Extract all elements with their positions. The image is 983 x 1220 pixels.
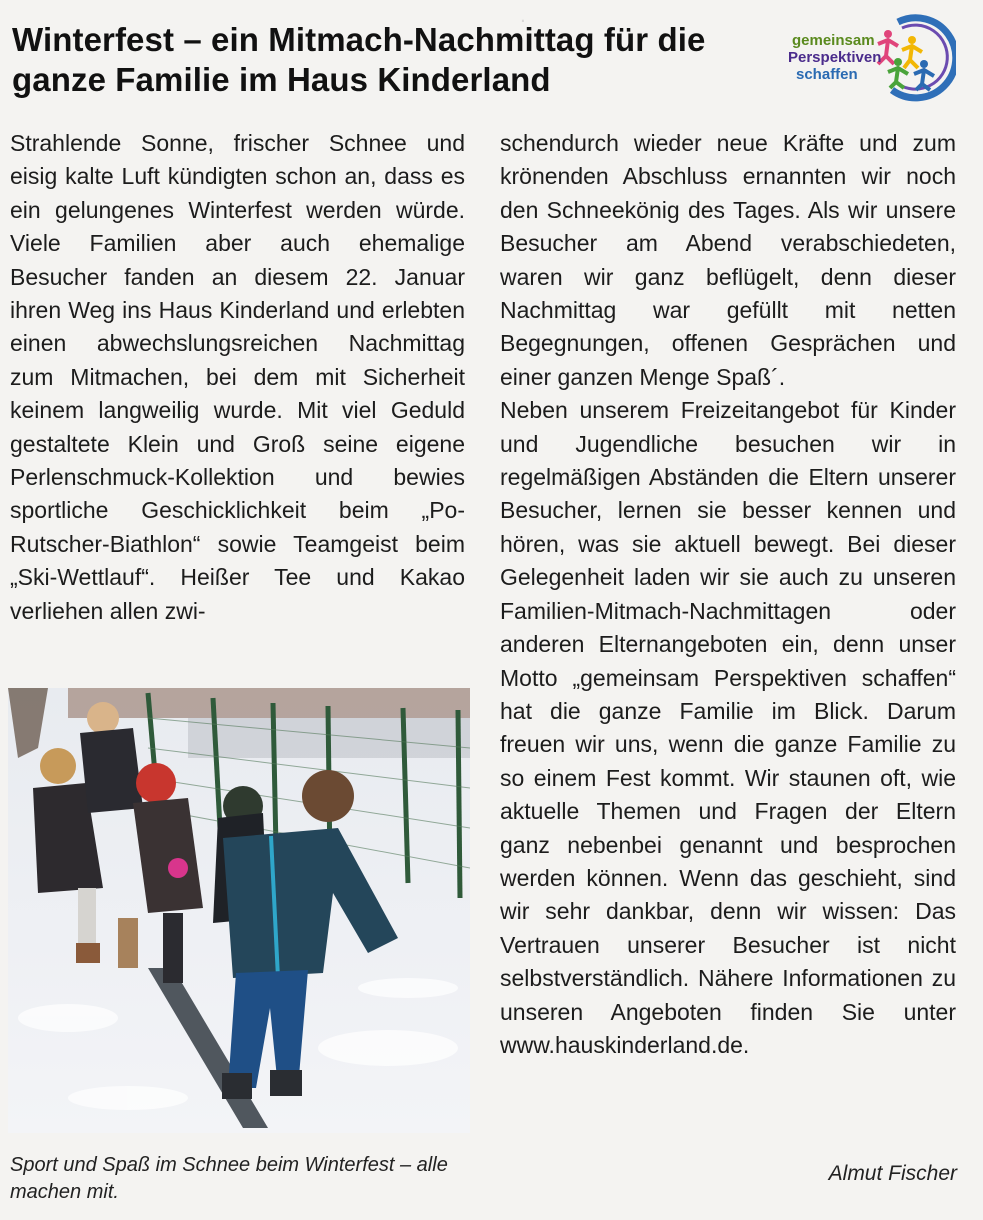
article-column-left — [10, 127, 465, 628]
author-name: Almut Fischer — [828, 1162, 957, 1185]
logo-text-line: gemeinsam — [792, 32, 875, 49]
bleed-through-text: . — [520, 4, 526, 27]
photo-caption: Sport und Spaß im Schnee beim Winterfest – alle machen mit. — [10, 1154, 448, 1203]
article-paragraph: Strahlende Sonne, frischer Schnee und eisig kalte Luft kündigten schon an, dass es ein gelungenes Winterfest werden würde. Viele Familien aber auch ehemalige Besucher fanden an diesem 22. Januar ihren Weg ins Haus Kinderland und erlebten einen abwechslungsreichen Nachmittag zum Mitmachen, bei dem mit Sicherheit keinem langweilig wurde. Mit viel Geduld gestaltete Klein und Groß seine eigene Perlenschmuck-Kollektion und bewies sportliche Geschicklichkeit beim „Po-Rutscher-Biathlon“ sowie Teamgeist beim „Ski-Wettlauf“. Heißer Tee und Kakao verliehen allen zwi- — [10, 130, 465, 624]
logo-text-line: schaffen — [796, 66, 858, 83]
logo-text-line: Perspektiven — [788, 49, 882, 66]
article-paragraph: Neben unserem Freizeitangebot für Kinder und Jugendliche besuchen wir in regelmäßigen Abständen die Eltern unserer Besucher, lernen sie besser kennen und hören, was sie aktuell bewegt. Bei dieser Gelegenheit laden wir sie auch zu unseren Familien-Mitmach-Nachmittagen oder anderen Elternangeboten ein, denn unser Motto „gemeinsam Perspektiven schaffen“ hat die ganze Familie im Blick. Darum freuen wir uns, wenn die ganze Familie zu so einem Fest kommt. Wir staunen oft, wie aktuelle Themen und Fragen der Eltern ganz nebenbei genannt und besprochen werden können. Wenn das geschieht, sind wir sehr dankbar, denn wir wissen: Das Vertrauen unserer Besucher ist nicht selbstverständlich. Nähere Informationen zu unseren Angeboten finden Sie unter www.hauskinderland.de. — [500, 397, 956, 1058]
article-paragraph: schendurch wieder neue Kräfte und zum krönenden Abschluss ernannten wir noch den Schneekönig des Tages. Als wir unsere Besucher am Abend verabschiedeten, waren wir ganz beflügelt, denn dieser Nachmittag war gefüllt mit netten Begegnungen, offenen Gesprächen und einer ganzen Menge Spaß´. — [500, 130, 956, 390]
article-column-right — [500, 127, 956, 1062]
article-photo — [8, 688, 470, 1133]
snow-photo-illustration — [8, 688, 470, 1133]
logo-text — [788, 32, 881, 83]
logo — [780, 10, 956, 106]
article-title: Winterfest – ein Mitmach-Nachmittag für die ganze Familie im Haus Kinderland — [12, 21, 706, 98]
